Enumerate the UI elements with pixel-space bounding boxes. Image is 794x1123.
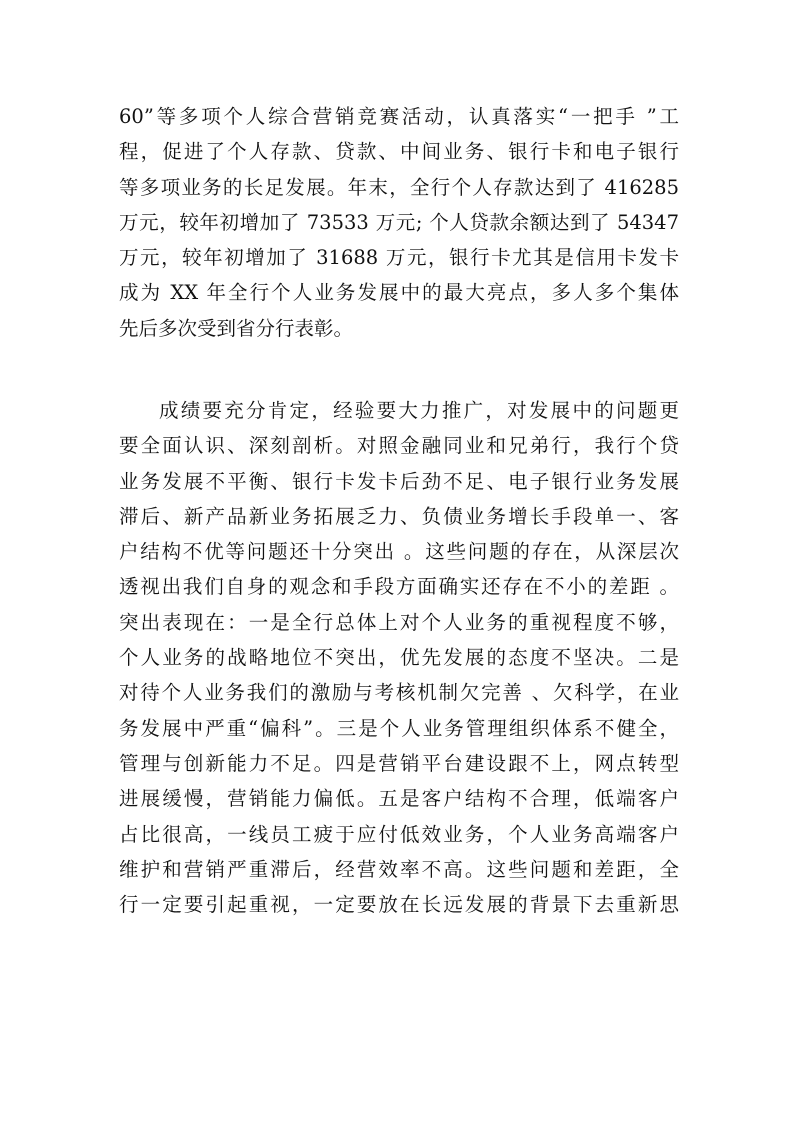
text-line: 行一定要引起重视，一定要放在长远发展的背景下去重新思: [119, 893, 679, 917]
text-line: 对待个人业务我们的激励与考核机制欠完善 、欠科学，在业: [119, 681, 679, 705]
text-line: 务发展中严重“偏科”。三是个人业务管理组织体系不健全，: [119, 716, 679, 740]
text-line: 业务发展不平衡、银行卡发卡后劲不足、电子银行业务发展: [119, 469, 679, 493]
text-line: 万元，较年初增加了 31688 万元，银行卡尤其是信用卡发卡: [119, 246, 679, 270]
paragraph-2: [119, 393, 679, 922]
text-line: 等多项业务的长足发展。年末，全行个人存款达到了 416285: [119, 175, 679, 199]
text-line: 成为 XX 年全行个人业务发展中的最大亮点，多人多个集体: [119, 281, 679, 305]
text-line: 滞后、新产品新业务拓展乏力、负债业务增长手段单一、客: [119, 504, 679, 528]
text-line: 进展缓慢，营销能力偏低。五是客户结构不合理，低端客户: [119, 787, 679, 811]
text-line: 突出表现在：一是全行总体上对个人业务的重视程度不够，: [119, 610, 679, 634]
text-line: 先后多次受到省分行表彰。: [119, 316, 354, 340]
text-line: 万元，较年初增加了 73533 万元; 个人贷款余额达到了 54347: [119, 210, 679, 234]
text-line: 成绩要充分肯定，经验要大力推广，对发展中的问题更: [159, 399, 679, 422]
text-line: 60”等多项个人综合营销竞赛活动，认真落实“一把手 ”工: [119, 105, 679, 128]
text-line: 占比很高，一线员工疲于应付低效业务，个人业务高端客户: [119, 822, 679, 846]
text-line: 管理与创新能力不足。四是营销平台建设跟不上，网点转型: [119, 751, 679, 775]
text-line: 要全面认识、深刻剖析。对照金融同业和兄弟行，我行个贷: [119, 434, 679, 458]
text-line: 个人业务的战略地位不突出，优先发展的态度不坚决。二是: [119, 646, 679, 670]
text-line: 户结构不优等问题还十分突出 。这些问题的存在，从深层次: [119, 540, 679, 564]
text-line: 程，促进了个人存款、贷款、中间业务、银行卡和电子银行: [119, 140, 679, 164]
text-line: 透视出我们自身的观念和手段方面确实还存在不小的差距 。: [119, 575, 679, 599]
text-line: 维护和营销严重滞后，经营效率不高。这些问题和差距，全: [119, 857, 679, 881]
paragraph-1: [119, 99, 679, 346]
